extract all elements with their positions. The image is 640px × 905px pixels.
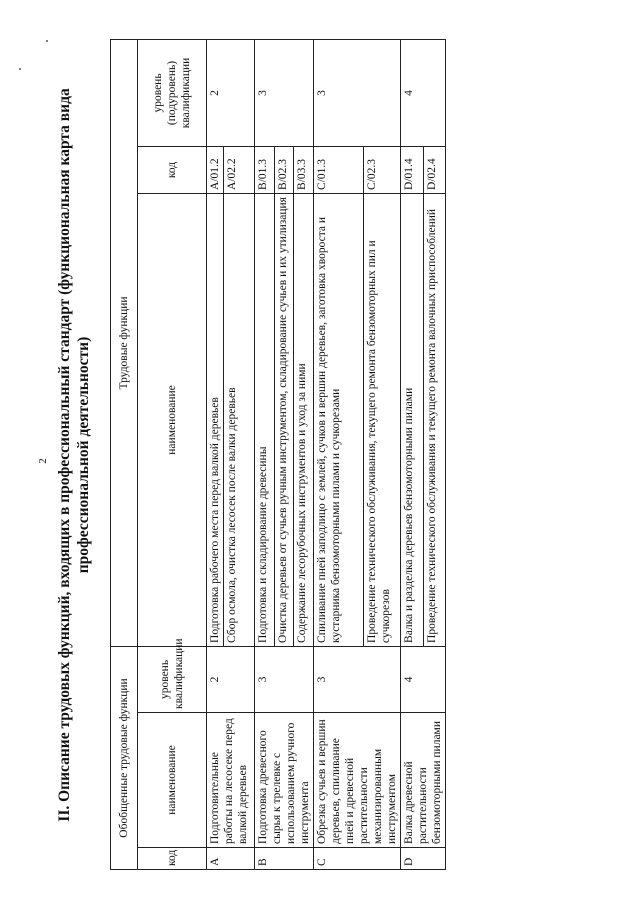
functional-map-table: [110, 39, 446, 870]
header-row-1: [111, 39, 138, 869]
function-code: B/02.3: [274, 146, 294, 193]
function-name: Сбор осмола, очистка лесосек после валки деревьев: [224, 193, 255, 646]
function-code: A/02.2: [224, 146, 255, 193]
title-line-2: профессиональной деятельности): [75, 336, 92, 574]
group-level: 3: [314, 646, 401, 712]
page-title: [55, 40, 93, 870]
header-labor: Трудовые функции: [111, 39, 138, 646]
group-code: B: [255, 848, 314, 870]
header-function-code: код: [138, 146, 207, 193]
table-row: [207, 39, 224, 869]
function-name: Валка и разделка деревьев бензомоторными пилами: [401, 193, 424, 646]
group-name: Подготовка древесного сырья к трелевке с использованием ручного инструмента: [255, 713, 314, 848]
header-function-name: наименование: [138, 193, 207, 646]
function-name: Подготовка и складирование древесины: [255, 193, 275, 646]
function-level: 3: [255, 39, 314, 146]
function-name: Проведение технического обслуживания, текущего ремонта бензомоторных пил и сучкорезов: [364, 193, 401, 646]
rotated-sheet: [40, 40, 600, 870]
table-row: [401, 39, 424, 869]
header-function-level: уровень (подуровень) квалификации: [138, 39, 207, 146]
function-code: B/03.3: [294, 146, 314, 193]
table-row: [314, 39, 364, 869]
function-name: Очистка деревьев от сучьев ручным инструментом, складирование сучьев и их утилизация: [274, 193, 294, 646]
scan-speck: [19, 68, 21, 70]
function-code: D/02.4: [423, 146, 446, 193]
group-code: C: [314, 848, 401, 870]
function-code: C/02.3: [364, 146, 401, 193]
group-name: Валка древесной растительности бензомоторными пилами: [401, 713, 446, 848]
group-level: 3: [255, 646, 314, 712]
function-name: Подготовка рабочего места перед валкой деревьев: [207, 193, 224, 646]
function-level: 3: [314, 39, 401, 146]
header-level: уровень квалификации: [138, 646, 207, 712]
function-code: B/01.3: [255, 146, 275, 193]
function-name: Содержание лесорубочных инструментов и уход за ними: [294, 193, 314, 646]
group-code: A: [207, 848, 255, 870]
table-row: [255, 39, 275, 869]
header-name: наименование: [138, 713, 207, 848]
page-number: 2: [36, 458, 49, 464]
group-level: 2: [207, 646, 255, 712]
group-level: 4: [401, 646, 446, 712]
function-code: C/01.3: [314, 146, 364, 193]
group-code: D: [401, 848, 446, 870]
function-level: 2: [207, 39, 255, 146]
function-level: 4: [401, 39, 446, 146]
group-name: Подготовительные работы на лесосеке перед валкой деревьев: [207, 713, 255, 848]
header-generalized: Обобщенные трудовые функции: [111, 646, 138, 869]
function-code: A/01.2: [207, 146, 224, 193]
function-code: D/01.4: [401, 146, 424, 193]
title-line-1: II. Описание трудовых функций, входящих в профессиональный стандарт (функциональная карта вида: [56, 88, 73, 822]
group-name: Обрезка сучьев и вершин деревьев, спиливание пней и древесной растительности механизированным инструментом: [314, 713, 401, 848]
function-name: Проведение технического обслуживания и текущего ремонта валочных приспособлений: [423, 193, 446, 646]
header-row-2: [138, 39, 207, 869]
function-name: Спиливание пней заподлицо с землей, сучков и вершин деревьев, заготовка хвороста и кустарника бензомоторными пилами и сучкорезами: [314, 193, 364, 646]
header-code: код: [138, 848, 207, 870]
